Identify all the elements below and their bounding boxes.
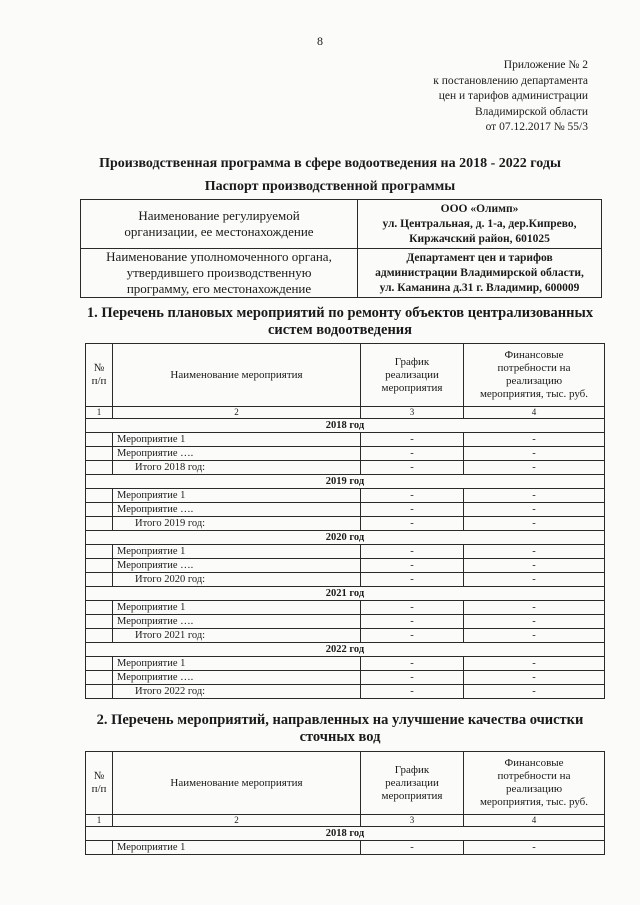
total-label: Итого 2021 год:: [113, 629, 361, 643]
column-number: 2: [113, 407, 361, 419]
column-number: 1: [86, 407, 113, 419]
passport-title: Паспорт производственной программы: [204, 179, 456, 194]
events-table-2: [85, 751, 605, 855]
total-row: [86, 461, 605, 475]
value-line: ООО «Олимп»: [440, 202, 519, 215]
total-row: [86, 629, 605, 643]
value-line: администрации Владимирской области,: [375, 266, 584, 279]
column-number: 4: [464, 407, 605, 419]
appendix-block: [433, 58, 588, 136]
main-title: Производственная программа в сфере водоотведения на 2018 - 2022 годы: [99, 156, 561, 171]
page-number: 8: [317, 34, 323, 48]
finance-value: -: [464, 671, 605, 685]
section1-title: [70, 305, 610, 339]
event-name: Мероприятие ….: [113, 447, 361, 461]
schedule-value: -: [361, 573, 464, 587]
schedule-value: -: [361, 517, 464, 531]
finance-value: -: [464, 461, 605, 475]
section-title-line: 2. Перечень мероприятий, направленных на улучшение качества очистки: [96, 712, 584, 728]
year-label: 2018 год: [86, 827, 605, 841]
section-title-line: систем водоотведения: [267, 322, 413, 338]
total-label: Итого 2018 год:: [113, 461, 361, 475]
table-row: [86, 601, 605, 615]
finance-value: -: [464, 545, 605, 559]
passport-value: [358, 200, 602, 249]
total-row: [86, 517, 605, 531]
total-label: Итого 2020 год:: [113, 573, 361, 587]
label-line: программу, его местонахождение: [126, 281, 312, 296]
event-name: Мероприятие 1: [113, 489, 361, 503]
schedule-value: -: [361, 615, 464, 629]
section2-title: [70, 712, 610, 746]
label-line: организации, ее местонахождение: [124, 224, 314, 239]
schedule-value: -: [361, 461, 464, 475]
header-finance: Финансовые потребности на реализацию мероприятия, тыс. руб.: [464, 344, 605, 407]
event-name: Мероприятие ….: [113, 615, 361, 629]
column-number: 3: [361, 407, 464, 419]
event-name: Мероприятие 1: [113, 433, 361, 447]
appendix-line: к постановлению департамента: [433, 74, 588, 87]
table-row: [86, 545, 605, 559]
section-title-line: сточных вод: [299, 729, 381, 745]
finance-value: -: [464, 573, 605, 587]
section-title-line: 1. Перечень плановых мероприятий по ремонту объектов централизованных: [86, 305, 594, 321]
event-name: Мероприятие 1: [113, 657, 361, 671]
column-number: 4: [464, 815, 605, 827]
table-header-row: [86, 752, 605, 815]
year-row: [86, 587, 605, 601]
total-label: Итого 2022 год:: [113, 685, 361, 699]
table-row: [86, 503, 605, 517]
schedule-value: -: [361, 841, 464, 855]
finance-value: -: [464, 629, 605, 643]
schedule-value: -: [361, 489, 464, 503]
schedule-value: -: [361, 559, 464, 573]
header-name: Наименование мероприятия: [113, 344, 361, 407]
year-label: 2020 год: [86, 531, 605, 545]
passport-label: [81, 249, 358, 298]
event-name: Мероприятие 1: [113, 601, 361, 615]
year-label: 2021 год: [86, 587, 605, 601]
header-name: Наименование мероприятия: [113, 752, 361, 815]
finance-value: -: [464, 503, 605, 517]
passport-row-authority: [81, 249, 602, 298]
table-row: [86, 433, 605, 447]
header-schedule: График реализации мероприятия: [361, 752, 464, 815]
total-row: [86, 685, 605, 699]
year-row: [86, 643, 605, 657]
value-line: Киржачский район, 601025: [409, 232, 550, 245]
finance-value: -: [464, 685, 605, 699]
event-name: Мероприятие 1: [113, 545, 361, 559]
year-row: [86, 419, 605, 433]
year-row: [86, 475, 605, 489]
schedule-value: -: [361, 629, 464, 643]
passport-label: [81, 200, 358, 249]
appendix-line: от 07.12.2017 № 55/3: [485, 121, 588, 133]
finance-value: -: [464, 447, 605, 461]
header-number: № п/п: [86, 344, 113, 407]
header-number: № п/п: [86, 752, 113, 815]
schedule-value: -: [361, 671, 464, 685]
column-number: 2: [113, 815, 361, 827]
event-name: Мероприятие ….: [113, 671, 361, 685]
column-number: 1: [86, 815, 113, 827]
year-row: [86, 827, 605, 841]
year-label: 2022 год: [86, 643, 605, 657]
appendix-line: цен и тарифов администрации: [438, 90, 588, 102]
column-number-row: [86, 407, 605, 419]
event-name: Мероприятие ….: [113, 503, 361, 517]
table-row: [86, 447, 605, 461]
table-row: [86, 841, 605, 855]
finance-value: -: [464, 559, 605, 573]
year-row: [86, 531, 605, 545]
finance-value: -: [464, 657, 605, 671]
finance-value: -: [464, 489, 605, 503]
value-line: Департамент цен и тарифов: [406, 251, 553, 264]
value-line: ул. Центральная, д. 1-а, дер.Кипрево,: [382, 217, 577, 230]
table-row: [86, 657, 605, 671]
passport-table: [80, 199, 602, 298]
passport-value: [358, 249, 602, 298]
appendix-line: Владимирской области: [474, 105, 588, 118]
header-schedule: График реализации мероприятия: [361, 344, 464, 407]
schedule-value: -: [361, 685, 464, 699]
finance-value: -: [464, 517, 605, 531]
value-line: ул. Каманина д.31 г. Владимир, 600009: [379, 281, 580, 294]
finance-value: -: [464, 615, 605, 629]
schedule-value: -: [361, 447, 464, 461]
column-number-row: [86, 815, 605, 827]
schedule-value: -: [361, 503, 464, 517]
table-row: [86, 489, 605, 503]
label-line: Наименование уполномоченного органа,: [106, 249, 332, 264]
year-label: 2018 год: [86, 419, 605, 433]
schedule-value: -: [361, 545, 464, 559]
total-row: [86, 573, 605, 587]
label-line: утвердившего производственную: [126, 265, 312, 280]
finance-value: -: [464, 601, 605, 615]
header-finance: Финансовые потребности на реализацию мероприятия, тыс. руб.: [464, 752, 605, 815]
events-table-1: [85, 343, 605, 699]
table-row: [86, 671, 605, 685]
event-name: Мероприятие ….: [113, 559, 361, 573]
table-row: [86, 615, 605, 629]
column-number: 3: [361, 815, 464, 827]
total-label: Итого 2019 год:: [113, 517, 361, 531]
label-line: Наименование регулируемой: [138, 208, 300, 223]
finance-value: -: [464, 433, 605, 447]
schedule-value: -: [361, 657, 464, 671]
finance-value: -: [464, 841, 605, 855]
table-row: [86, 559, 605, 573]
passport-row-organization: [81, 200, 602, 249]
table-header-row: [86, 344, 605, 407]
year-label: 2019 год: [86, 475, 605, 489]
schedule-value: -: [361, 433, 464, 447]
schedule-value: -: [361, 601, 464, 615]
appendix-line: Приложение № 2: [503, 59, 588, 71]
event-name: Мероприятие 1: [113, 841, 361, 855]
